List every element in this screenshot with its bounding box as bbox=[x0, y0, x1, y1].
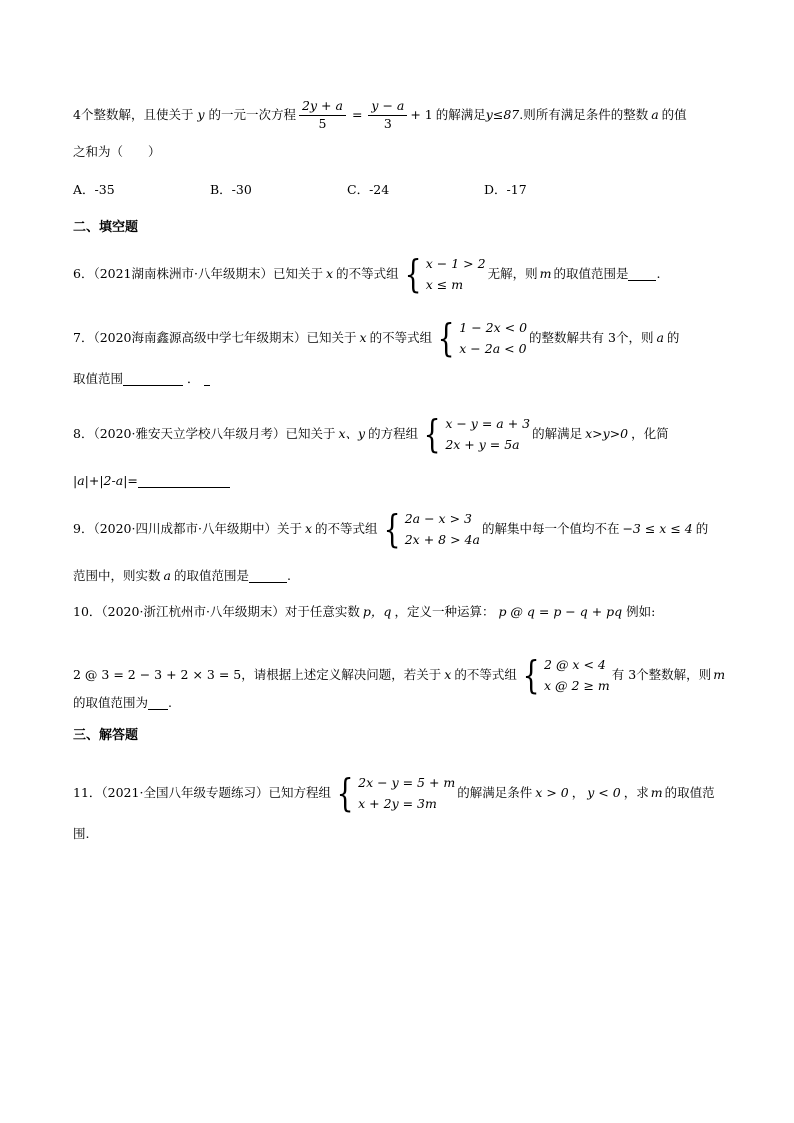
q6-inequality-system: { x − 1 > 2 x ≤ m bbox=[404, 252, 486, 296]
question-10-line2: 2 @ 3 = 2 − 3 + 2 × 3 = 5 ，请根据上述定义解决问题，若关于 x 的不等式组 { 2 @ x < 4 x @ 2 ≥ m 有 3个整数解，则 m bbox=[73, 653, 726, 697]
question-9-line2: 范围中，则实数 a 的取值范围是 . bbox=[73, 568, 291, 584]
section-title-answer: 三、解答题 bbox=[73, 728, 139, 743]
q5-option-c: C．-24 bbox=[347, 182, 390, 197]
left-brace-icon: { bbox=[404, 252, 422, 296]
q5-text-2: 的一元一次方程 bbox=[208, 106, 297, 122]
question-9: 9．（2020·四川成都市·八年级期中）关于 x 的不等式组 { 2a − x > 3 2x + 8 > 4a 的解集中每一个值均不在 −3 ≤ x ≤ 4 的 bbox=[73, 507, 709, 551]
q5-option-a: A．-35 bbox=[73, 182, 115, 197]
q5-plus-one: + 1 bbox=[410, 106, 433, 122]
q7-inequality-system: { 1 − 2x < 0 x − 2a < 0 bbox=[437, 316, 528, 360]
question-6: 6．（2021湖南株洲市·八年级期末）已知关于 x 的不等式组 { x − 1 > 2 x ≤ m 无解，则 m 的取值范围是 . bbox=[73, 252, 661, 296]
q5-line1 bbox=[73, 100, 734, 130]
q5-fraction-1: $\frac{2y + a}{5}$ bbox=[299, 100, 346, 130]
q5-condition: y≤87 bbox=[485, 106, 520, 122]
q5-var-a: a bbox=[651, 106, 659, 122]
q5-equals: = bbox=[351, 106, 363, 122]
question-7: 7．（2020海南鑫源高级中学七年级期末）已知关于 x 的不等式组 { 1 − 2x < 0 x − 2a < 0 的整数解共有 3个，则 a 的 bbox=[73, 316, 680, 360]
q5-var-y: y bbox=[197, 106, 205, 122]
q5-options bbox=[73, 184, 734, 197]
section-title-fill-blank: 二、填空题 bbox=[73, 220, 139, 235]
q5-fraction-2: $\frac{y - a}{3}$ bbox=[368, 100, 407, 130]
q8-equation-system: { x − y = a + 3 2x + y = 5a bbox=[423, 412, 531, 456]
q7-trailing-blank bbox=[204, 373, 210, 386]
left-brace-icon: { bbox=[336, 771, 354, 815]
q5-line2 bbox=[73, 146, 734, 159]
left-brace-icon: { bbox=[437, 316, 455, 360]
question-10-line3: 的取值范围为 . bbox=[73, 695, 172, 711]
q5-text-5: 的值 bbox=[661, 106, 687, 122]
q5-text-1: 4个整数解，且使关于 bbox=[73, 106, 194, 122]
q7-answer-blank[interactable] bbox=[123, 373, 183, 386]
q5-text-4: .则所有满足条件的整数 bbox=[519, 106, 649, 122]
question-10: 10．（2020·浙江杭州市·八年级期末）对于任意实数 p，q ，定义一种运算： p @ q = p − q + pq 例如: bbox=[73, 604, 656, 619]
left-brace-icon: { bbox=[522, 653, 540, 697]
q5-option-d: D．-17 bbox=[484, 182, 527, 197]
q10-inequality-system: { 2 @ x < 4 x @ 2 ≥ m bbox=[522, 653, 610, 697]
question-11-line2: 围. bbox=[73, 826, 90, 841]
q8-answer-blank[interactable] bbox=[138, 475, 230, 488]
left-brace-icon: { bbox=[423, 412, 441, 456]
q5-text-6: 之和为（ ） bbox=[73, 144, 161, 159]
q5-option-b: B．-30 bbox=[210, 182, 252, 197]
question-7-line2: 取值范围 ． bbox=[73, 373, 734, 386]
question-8-line2: |a|+|2-a|= bbox=[73, 475, 734, 488]
question-11: 11．（2021·全国八年级专题练习）已知方程组 { 2x − y = 5 + m x + 2y = 3m 的解满足条件 x > 0 ， y < 0 ，求 m 的取值范 bbox=[73, 771, 715, 815]
question-8: 8．（2020·雅安天立学校八年级月考）已知关于 x、y 的方程组 { x − y = a + 3 2x + y = 5a 的解满足 x>y>0 ，化简 bbox=[73, 412, 669, 456]
q9-inequality-system: { 2a − x > 3 2x + 8 > 4a bbox=[383, 507, 480, 551]
left-brace-icon: { bbox=[383, 507, 401, 551]
q6-answer-blank[interactable] bbox=[628, 268, 656, 281]
q9-answer-blank[interactable] bbox=[249, 570, 287, 583]
q10-answer-blank[interactable] bbox=[148, 697, 168, 710]
q11-equation-system: { 2x − y = 5 + m x + 2y = 3m bbox=[336, 771, 456, 815]
q5-text-3: 的解满足 bbox=[435, 106, 486, 122]
